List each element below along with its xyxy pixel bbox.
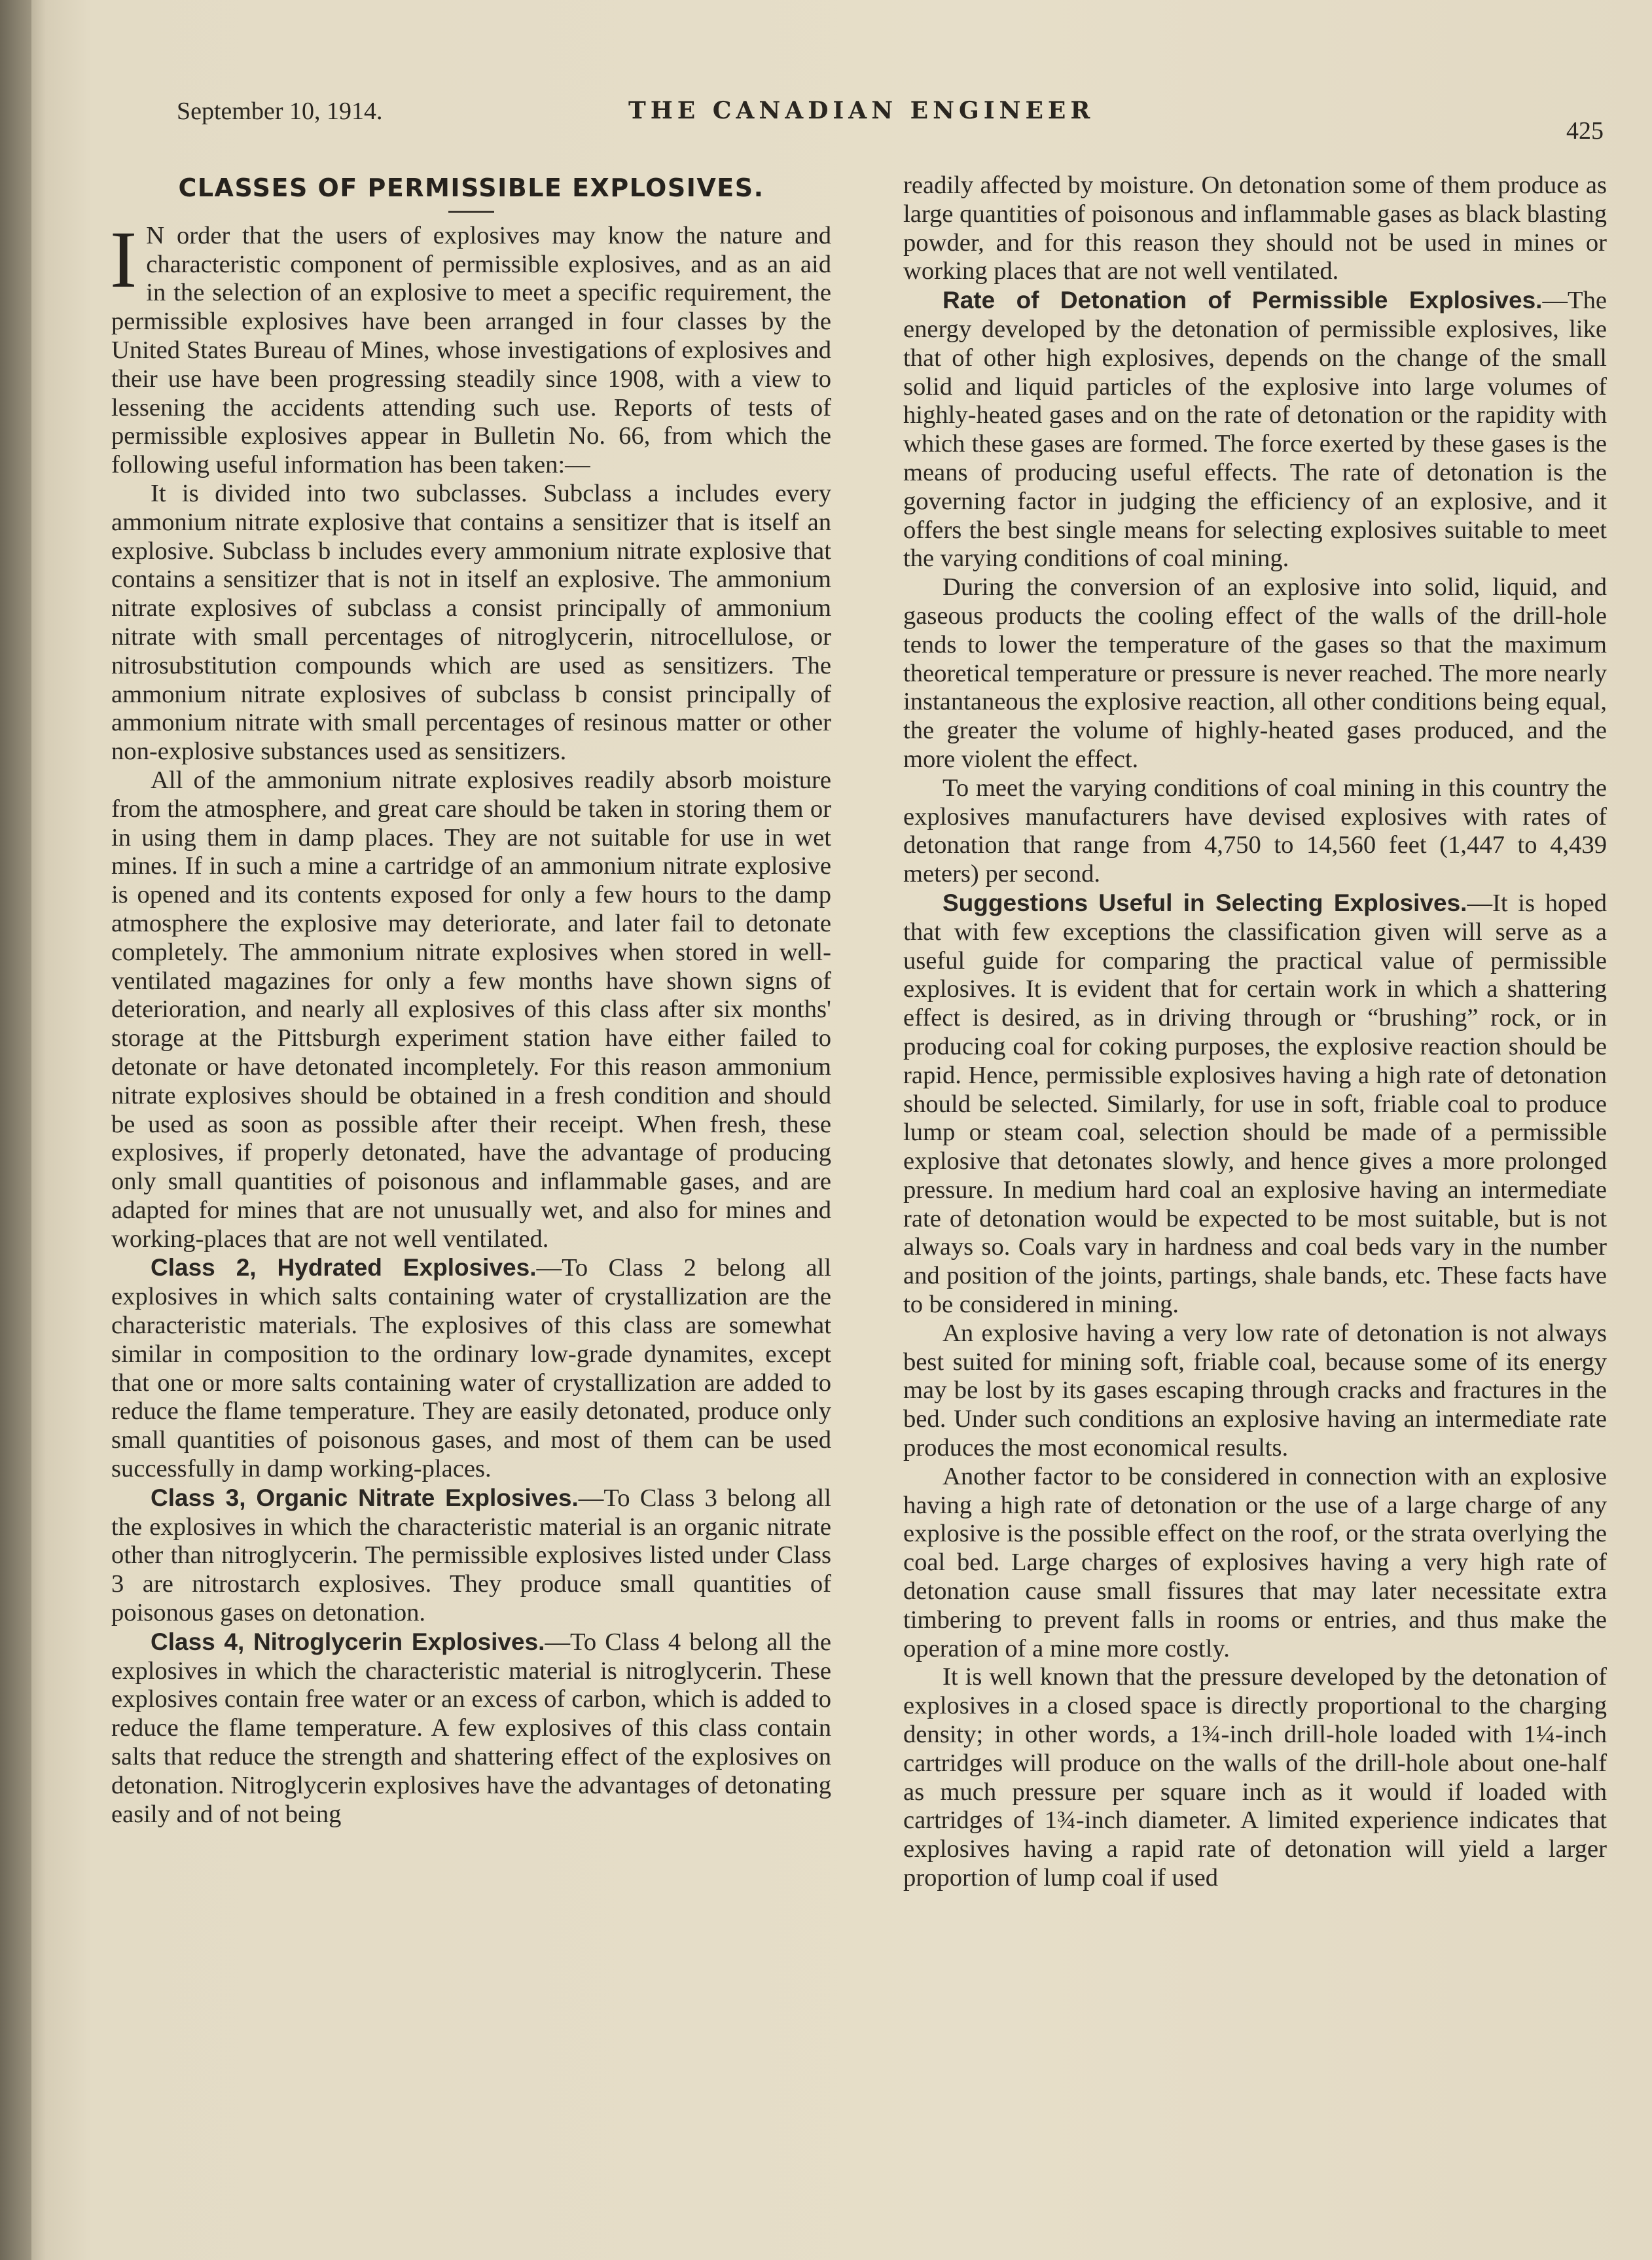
page-gutter <box>0 0 31 2260</box>
another-factor-paragraph: Another factor to be considered in connection with an explosive having a high rate of detonation or the use of a large charge of any explosive is the possible effect on the roof, or the strata overlying the coal bed. Large charges of explosives having a very high rate of detonation cause small fissures that may later necessitate extra timbering to prevent falls in rooms or entries, and thus make the operation of a mine more costly. <box>903 1462 1607 1662</box>
issue-date: September 10, 1914. <box>177 98 383 125</box>
rate-paragraph <box>903 286 1607 573</box>
class3-text: —To Class 3 belong all the explosives in which the characteristic material is an organic nitrate other than nitroglycerin. The permissible explosives listed under Class 3 are nitrostarch explosives. They produce small quantities of poisonous gases on detonation. <box>111 1484 831 1627</box>
continued-paragraph: readily affected by moisture. On detonation some of them produce as large quantities of poisonous and inflammable gases as black blasting powder, and for this reason they should not be used in mines or working places that are not well ventilated. <box>903 171 1607 285</box>
low-rate-paragraph: An explosive having a very low rate of detonation is not always best suited for mining soft, friable coal, because some of its energy may be lost by its gases escaping through cracks and fractures in the bed. Under such conditions an explosive having an intermediate rate produces the most economical results. <box>903 1319 1607 1462</box>
right-column <box>903 171 1607 1893</box>
absorb-paragraph: All of the ammonium nitrate explosives readily absorb moisture from the atmosphere, and great care should be taken in storing them or in using them in damp places. They are not suitable for use in wet mines. If in such a mine a cartridge of an ammonium nitrate explosive is opened and its contents exposed for only a few hours to the damp atmosphere the explosive may deteriorate, and later fail to detonate completely. The ammonium nitrate explosives when stored in well-ventilated magazines for only a few months have shown signs of deterioration, and nearly all explosives of this class after six months' storage at the Pittsburgh experiment station have either failed to detonate or have detonated incompletely. For this reason ammonium nitrate explosives should be obtained in a fresh condition and should be used as soon as possible after their receipt. When fresh, these explosives, if properly detonated, have the advantage of producing only small quantities of poisonous and inflammable gases, and are adapted for mines that are not unusually wet, and also for mines and working-places that are not well ventilated. <box>111 766 831 1253</box>
pressure-paragraph: It is well known that the pressure developed by the detonation of explosives in a closed space is directly proportional to the charging density; in other words, a 1¾-inch drill-hole loaded with 1¼-inch cartridges will produce on the walls of the drill-hole about one-half as much pressure per square inch as it would if loaded with cartridges of 1¾-inch diameter. A limited experience indicates that explosives having a rapid rate of detonation will yield a larger proportion of lump coal if used <box>903 1663 1607 1892</box>
page-number: 425 <box>1566 117 1604 145</box>
intro-paragraph <box>110 214 831 480</box>
meet-paragraph: To meet the varying conditions of coal mining in this country the explosives manufacturers have devised explosives with rates of detonation that range from 4,750 to 14,560 feet (1,447 to 4,439 meters) per second. <box>903 774 1607 888</box>
intro-text: N order that the users of explosives may know the nature and characteristic component of permissible explosives, and as an aid in the selection of an explosive to meet a specific requirement, the permissible explosives have been arranged in four classes by the United States Bureau of Mines, whose investigations of explosives and their use have been progressing steadily since 1908, with a view to lessening the accidents attending such use. Reports of tests of permissible explosives appear in Bulletin No. 66, from which the following useful information has been taken:— <box>111 221 831 479</box>
rate-heading: Rate of Detonation of Permissible Explosives. <box>943 287 1543 314</box>
left-column <box>111 171 831 1829</box>
class2-text: —To Class 2 belong all explosives in which salts containing water of crystallization are the characteristic materials. The explosives of this class are somewhat similar in composition to the ordinary low-grade dynamites, except that one or more salts containing water of crystallization are added to reduce the flame temperature. They are easily detonated, produce only small quantities of poisonous gases, and most of them can be used successfully in damp working-places. <box>111 1254 831 1483</box>
class2-heading: Class 2, Hydrated Explosives. <box>151 1254 537 1282</box>
journal-title: THE CANADIAN ENGINEER <box>628 97 1095 124</box>
rate-text: —The energy developed by the detonation of permissible explosives, like that of other high explosives, depends on the change of the small solid and liquid particles of the explosive into large volumes of highly-heated gases and on the rate of detonation or the rapidity with which these gases are formed. The force exerted by these gases is the means of producing useful effects. The rate of detonation is the governing factor in judging the efficiency of an explosive, and it offers the best single means for selecting explosives suitable to meet the varying conditions of coal mining. <box>903 287 1607 573</box>
title-rule <box>448 211 494 213</box>
suggestions-paragraph <box>903 889 1607 1319</box>
suggestions-heading: Suggestions Useful in Selecting Explosives. <box>943 889 1467 916</box>
class3-heading: Class 3, Organic Nitrate Explosives. <box>151 1484 579 1511</box>
class4-paragraph <box>111 1628 831 1829</box>
class4-heading: Class 4, Nitroglycerin Explosives. <box>151 1628 545 1655</box>
article-title: CLASSES OF PERMISSIBLE EXPLOSIVES. <box>178 173 764 202</box>
running-header <box>177 97 1604 143</box>
conversion-paragraph: During the conversion of an explosive into solid, liquid, and gaseous products the cooling effect of the walls of the drill-hole tends to lower the temperature of the gases so that the maximum theoretical temperature or pressure is never reached. The more nearly instantaneous the explosive reaction, all other conditions being equal, the greater the volume of highly-heated gases produced, and the more violent the effect. <box>903 573 1607 773</box>
class2-paragraph <box>111 1253 831 1483</box>
class4-text: —To Class 4 belong all the explosives in which the characteristic material is nitroglycerin. These explosives contain free water or an excess of carbon, which is added to reduce the flame temperature. A few explosives of this class contain salts that reduce the strength and shattering effect of the explosives on detonation. Nitroglycerin explosives have the advantages of detonating easily and of not being <box>111 1628 831 1828</box>
suggestions-text: —It is hoped that with few exceptions the classification given will serve as a useful guide for comparing the practical value of permissible explosives. It is evident that for certain work in which a shattering effect is desired, as in driving through or “brushing” rock, or in producing coal for coking purposes, the explosive reaction should be rapid. Hence, permissible explosives having a high rate of detonation should be selected. Similarly, for use in soft, friable coal to produce lump or steam coal, selection should be made of a permissible explosive that detonates slowly, and hence gives a more prolonged pressure. In medium hard coal an explosive having an intermediate rate of detonation would be expected to be most suitable, but is not always so. Coals vary in hardness and coal beds vary in the number and position of the joints, partings, shale bands, etc. These facts have to be considered in mining. <box>903 889 1607 1319</box>
drop-cap: I <box>110 214 137 304</box>
class1-paragraph: It is divided into two subclasses. Subclass a includes every ammonium nitrate explosive that contains a sensitizer that is itself an explosive. Subclass b includes every ammonium nitrate explosive that contains a sensitizer that is not in itself an explosive. The ammonium nitrate explosives of subclass a consist principally of ammonium nitrate with small percentages of nitroglycerin, nitrocellulose, or nitrosubstitution compounds which are used as sensitizers. The ammonium nitrate explosives of subclass b consist principally of ammonium nitrate with small percentages of resinous matter or other non-explosive substances used as sensitizers. <box>111 479 831 766</box>
class3-paragraph <box>111 1484 831 1628</box>
